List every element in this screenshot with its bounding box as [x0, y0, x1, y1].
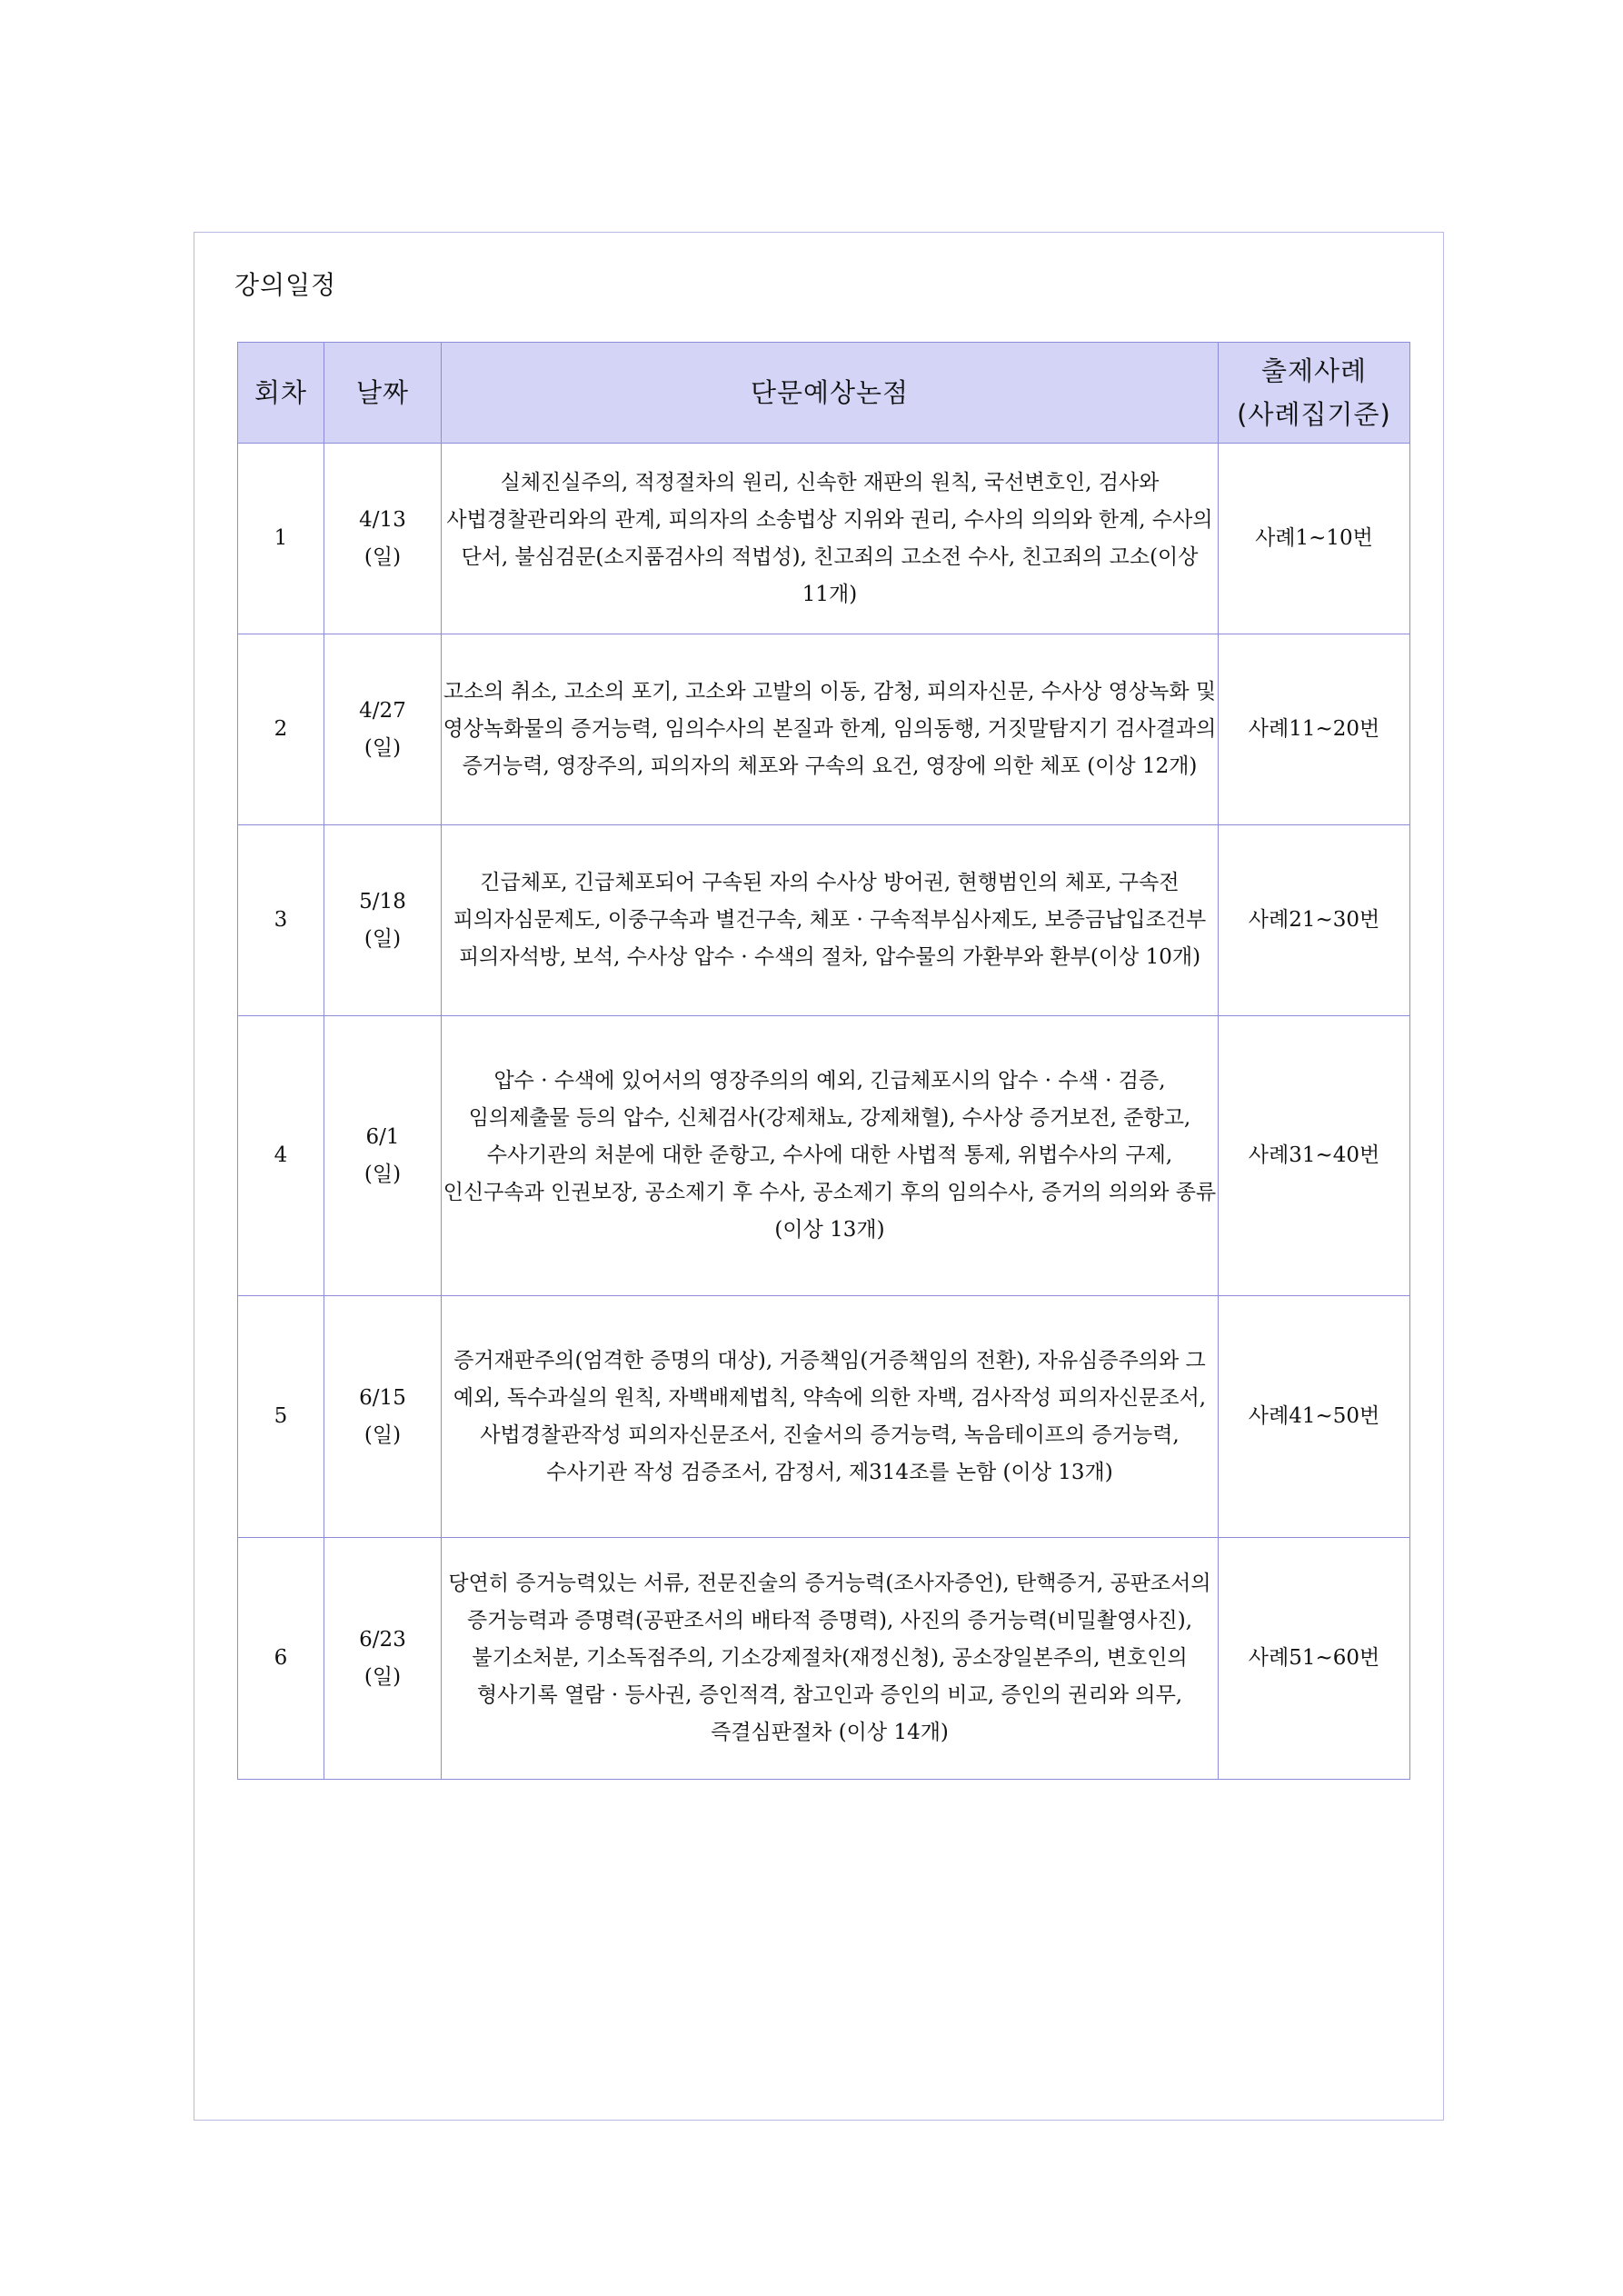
- date-text: 5/18: [359, 889, 406, 913]
- session-date: [324, 634, 442, 825]
- date-text: 4/27: [359, 698, 406, 723]
- session-topics: 당연히 증거능력있는 서류, 전문진술의 증거능력(조사자증언), 탄핵증거, 공판조서의 증거능력과 증명력(공판조서의 배타적 증명력), 사진의 증거능력(비밀촬영사진), 불기소처분, 기소독점주의, 기소강제절차(재정신청), 공소장일본주의, 변호인의 형사기록 열람 · 등사권, 증인적격, 참고인과 증인의 비교, 증인의 권리와 의무, 즉결심판절차 (이상 14개): [442, 1538, 1219, 1780]
- session-cases: 사례41~50번: [1219, 1296, 1410, 1538]
- day-text: (일): [363, 926, 402, 951]
- day-text: (일): [363, 1664, 402, 1689]
- table-row: [238, 1538, 1410, 1780]
- session-cases: 사례1~10번: [1219, 444, 1410, 634]
- header-no: 회차: [238, 343, 324, 444]
- session-cases: 사례51~60번: [1219, 1538, 1410, 1780]
- session-number: 3: [238, 825, 324, 1016]
- date-text: 6/15: [359, 1385, 406, 1410]
- day-text: (일): [363, 1423, 402, 1447]
- table-header-row: [238, 343, 1410, 444]
- session-topics: 긴급체포, 긴급체포되어 구속된 자의 수사상 방어권, 현행범인의 체포, 구속전 피의자심문제도, 이중구속과 별건구속, 체포 · 구속적부심사제도, 보증금납입조건부 피의자석방, 보석, 수사상 압수 · 수색의 절차, 압수물의 가환부와 환부(이상 10개): [442, 825, 1219, 1016]
- session-date: [324, 825, 442, 1016]
- session-topics: 실체진실주의, 적정절차의 원리, 신속한 재판의 원칙, 국선변호인, 검사와 사법경찰관리와의 관계, 피의자의 소송법상 지위와 권리, 수사의 의의와 한계, 수사의 단서, 불심검문(소지품검사의 적법성), 친고죄의 고소전 수사, 친고죄의 고소(이상 11개): [442, 444, 1219, 634]
- table-row: [238, 634, 1410, 825]
- header-case: [1219, 343, 1410, 444]
- session-number: 5: [238, 1296, 324, 1538]
- session-number: 4: [238, 1016, 324, 1296]
- day-text: (일): [363, 544, 402, 569]
- session-number: 1: [238, 444, 324, 634]
- table-row: [238, 444, 1410, 634]
- header-case-line1: 출제사례: [1260, 355, 1368, 386]
- table-row: [238, 1016, 1410, 1296]
- header-date: 날짜: [324, 343, 442, 444]
- table-row: [238, 1296, 1410, 1538]
- session-number: 2: [238, 634, 324, 825]
- session-cases: 사례31~40번: [1219, 1016, 1410, 1296]
- lecture-schedule-table: [237, 342, 1410, 1780]
- session-number: 6: [238, 1538, 324, 1780]
- session-date: [324, 1296, 442, 1538]
- session-date: [324, 444, 442, 634]
- date-text: 6/23: [359, 1627, 406, 1652]
- header-case-line2: (사례집기준): [1237, 399, 1391, 430]
- session-date: [324, 1016, 442, 1296]
- session-topics: 증거재판주의(엄격한 증명의 대상), 거증책임(거증책임의 전환), 자유심증주의와 그 예외, 독수과실의 원칙, 자백배제법칙, 약속에 의한 자백, 검사작성 피의자신문조서, 사법경찰관작성 피의자신문조서, 진술서의 증거능력, 녹음테이프의 증거능력, 수사기관 작성 검증조서, 감정서, 제314조를 논함 (이상 13개): [442, 1296, 1219, 1538]
- header-topics: 단문예상논점: [442, 343, 1219, 444]
- session-topics: 압수 · 수색에 있어서의 영장주의의 예외, 긴급체포시의 압수 · 수색 · 검증, 임의제출물 등의 압수, 신체검사(강제채뇨, 강제채혈), 수사상 증거보전, 준항고, 수사기관의 처분에 대한 준항고, 수사에 대한 사법적 통제, 위법수사의 구제, 인신구속과 인권보장, 공소제기 후 수사, 공소제기 후의 임의수사, 증거의 의의와 종류 (이상 13개): [442, 1016, 1219, 1296]
- table-row: [238, 825, 1410, 1016]
- date-text: 6/1: [365, 1124, 400, 1149]
- session-cases: 사례11~20번: [1219, 634, 1410, 825]
- session-cases: 사례21~30번: [1219, 825, 1410, 1016]
- session-date: [324, 1538, 442, 1780]
- day-text: (일): [363, 1162, 402, 1186]
- session-topics: 고소의 취소, 고소의 포기, 고소와 고발의 이동, 감청, 피의자신문, 수사상 영상녹화 및 영상녹화물의 증거능력, 임의수사의 본질과 한계, 임의동행, 거짓말탐지기 검사결과의 증거능력, 영장주의, 피의자의 체포와 구속의 요건, 영장에 의한 체포 (이상 12개): [442, 634, 1219, 825]
- date-text: 4/13: [359, 507, 406, 532]
- day-text: (일): [363, 735, 402, 760]
- section-title: 강의일정: [234, 270, 337, 300]
